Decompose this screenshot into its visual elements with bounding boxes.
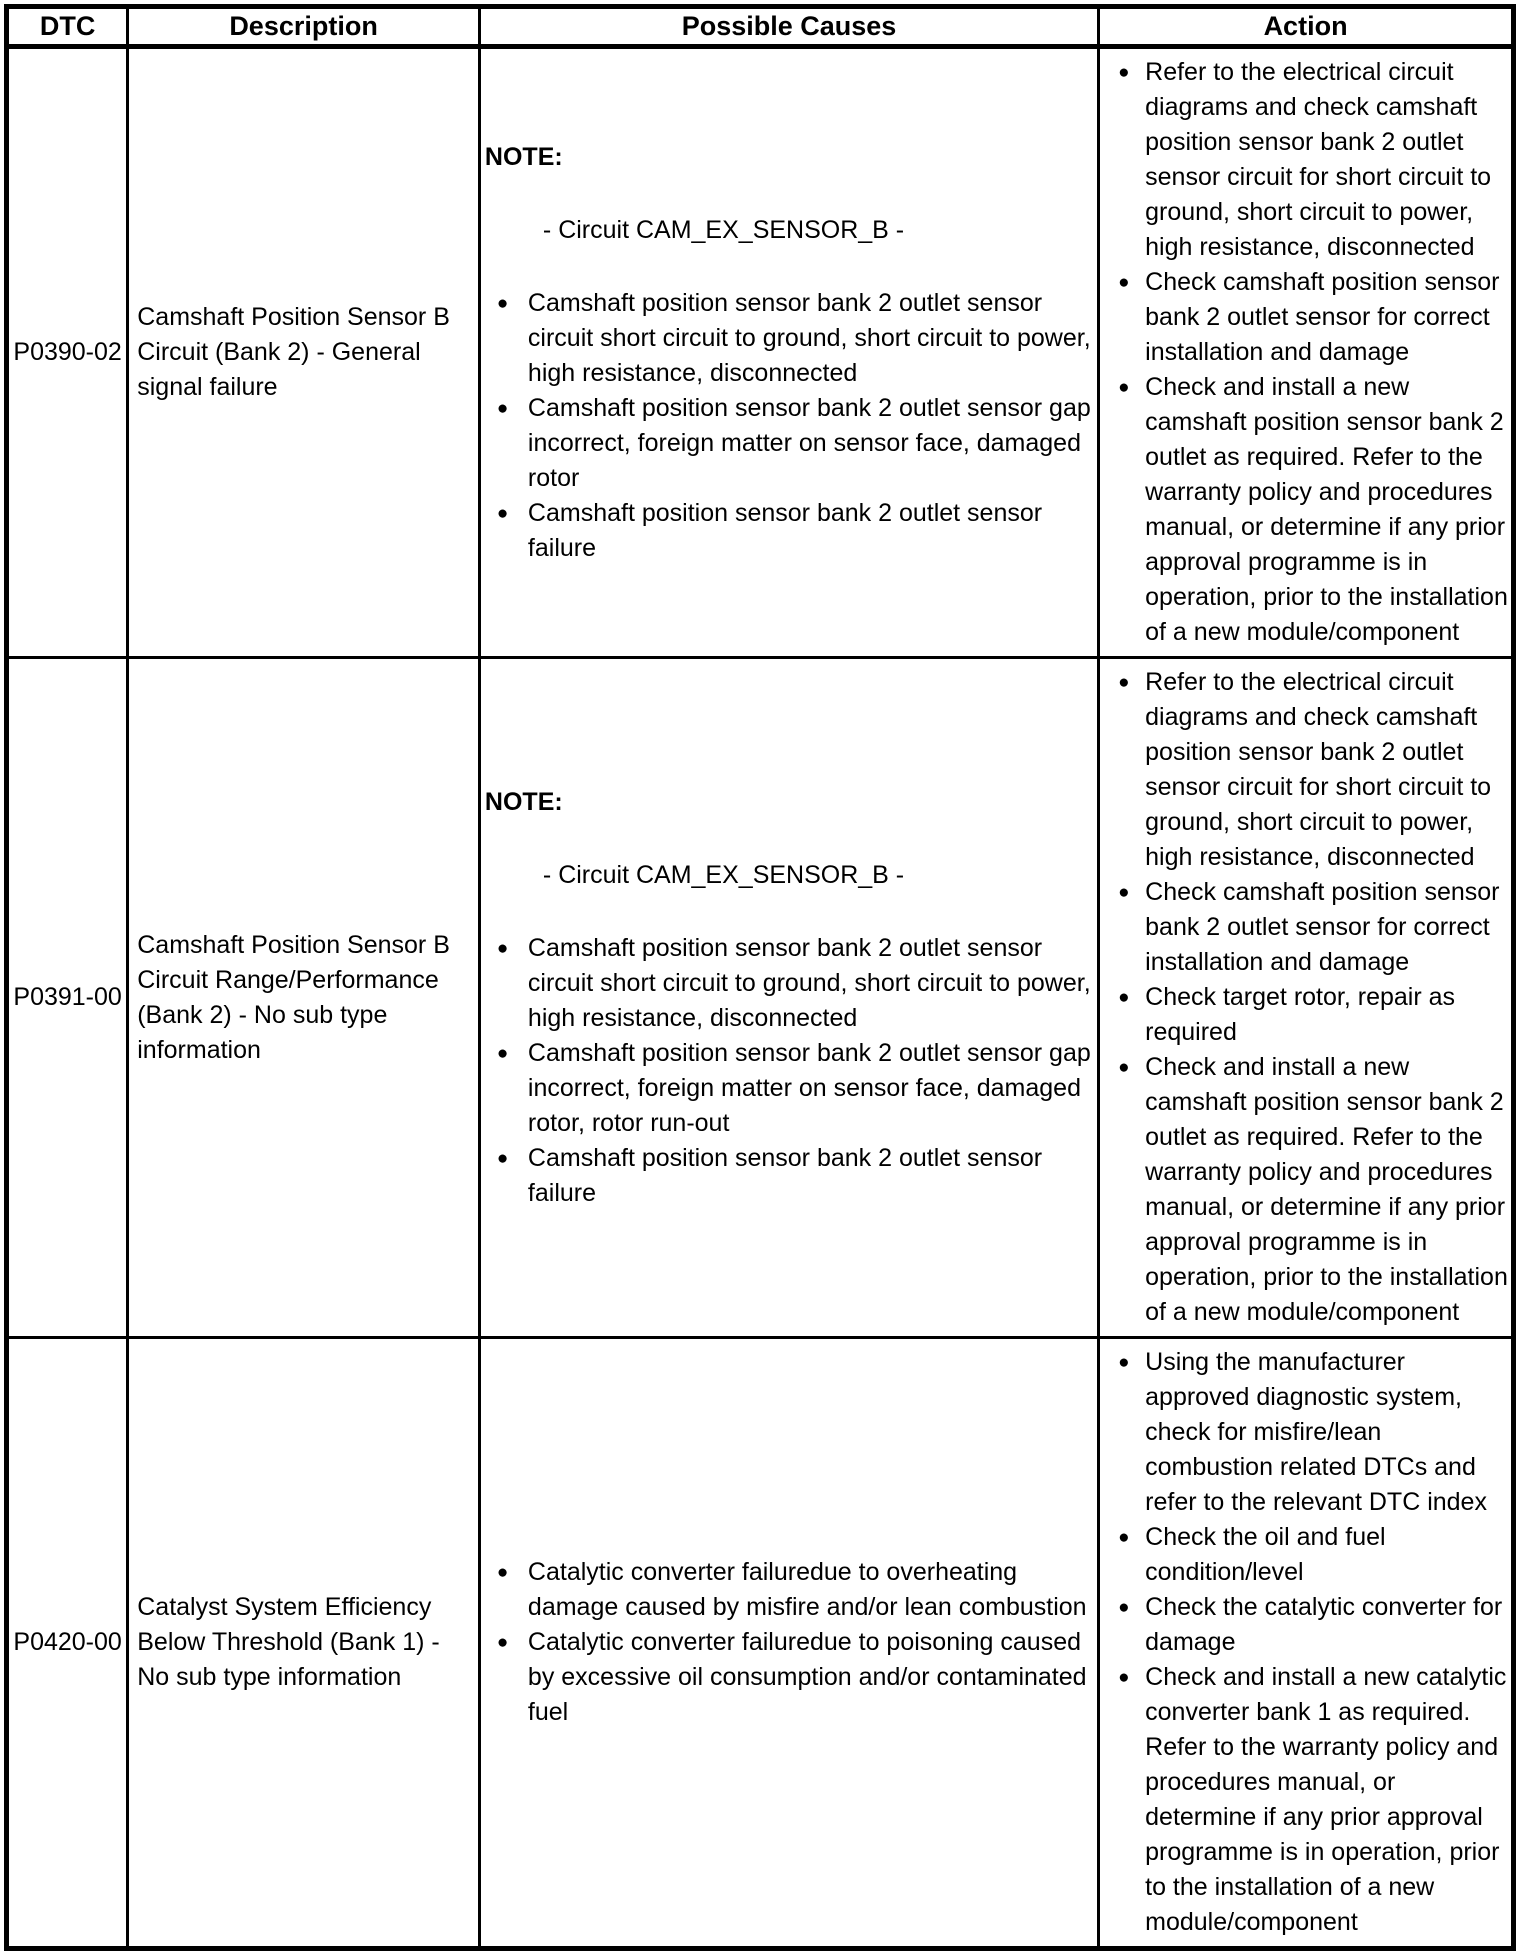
bullet-item: ● Check target rotor, repair as required (1100, 980, 1509, 1050)
bullet-item: ● Camshaft position sensor bank 2 outlet sensor circuit short circuit to ground, short circuit to power, high resistance, disconnected (481, 286, 1091, 391)
column-header-description: Description (128, 7, 480, 47)
header-row (7, 7, 1514, 47)
bullet-item: ● Check camshaft position sensor bank 2 outlet sensor for correct installation and damage (1100, 875, 1509, 980)
causes-bullet-list (481, 1555, 1091, 1730)
possible-causes-cell (479, 47, 1098, 658)
bullet-item: ● Check and install a new camshaft position sensor bank 2 outlet as required. Refer to the warranty policy and procedures manual, or determine if any prior approval programme is in operation, prior to the installation of a new module/component (1100, 1050, 1509, 1330)
dtc-code: P0391-00 (7, 658, 128, 1338)
table-row (7, 658, 1514, 1338)
column-header-possible-causes: Possible Causes (479, 7, 1098, 47)
bullet-item: ● Check the catalytic converter for damage (1100, 1590, 1509, 1660)
note-label: NOTE: (484, 142, 563, 171)
bullet-item: ● Check and install a new catalytic converter bank 1 as required. Refer to the warranty policy and procedures manual, or determine if any prior approval programme is in operation, prior to the installation of a new module/component (1100, 1660, 1509, 1940)
dtc-description: Catalyst System Efficiency Below Threshold (Bank 1) - No sub type information (128, 1338, 480, 1949)
actions-bullet-list (1100, 55, 1509, 650)
bullet-item: ● Catalytic converter failuredue to poisoning caused by excessive oil consumption and/or contaminated fuel (481, 1625, 1091, 1730)
dtc-code: P0420-00 (7, 1338, 128, 1949)
bullet-item: ● Check the oil and fuel condition/level (1100, 1520, 1509, 1590)
possible-causes-cell (479, 1338, 1098, 1949)
bullet-item: ● Camshaft position sensor bank 2 outlet sensor failure (481, 1141, 1091, 1211)
bullet-item: ● Using the manufacturer approved diagnostic system, check for misfire/lean combustion related DTCs and refer to the relevant DTC index (1100, 1345, 1509, 1520)
bullet-item: ● Camshaft position sensor bank 2 outlet sensor failure (481, 496, 1091, 566)
document-page (0, 4, 1520, 1936)
bullet-item: ● Check and install a new camshaft position sensor bank 2 outlet as required. Refer to the warranty policy and procedures manual, or determine if any prior approval programme is in operation, prior to the installation of a new module/component (1100, 370, 1509, 650)
dtc-description: Camshaft Position Sensor B Circuit (Bank 2) - General signal failure (128, 47, 480, 658)
bullet-item: ● Camshaft position sensor bank 2 outlet sensor gap incorrect, foreign matter on sensor face, damaged rotor (481, 391, 1091, 496)
dtc-index-table (4, 4, 1516, 1951)
dtc-description: Camshaft Position Sensor B Circuit Range/Performance (Bank 2) - No sub type information (128, 658, 480, 1338)
bullet-item: ● Camshaft position sensor bank 2 outlet sensor gap incorrect, foreign matter on sensor face, damaged rotor, rotor run-out (481, 1036, 1091, 1141)
note-label: NOTE: (484, 787, 563, 816)
action-cell (1099, 47, 1514, 658)
possible-causes-cell (479, 658, 1098, 1338)
actions-bullet-list (1100, 1345, 1509, 1940)
column-header-dtc: DTC (7, 7, 128, 47)
action-cell (1099, 658, 1514, 1338)
bullet-item: ● Refer to the electrical circuit diagrams and check camshaft position sensor bank 2 outlet sensor circuit for short circuit to ground, short circuit to power, high resistance, disconnected (1100, 665, 1509, 875)
column-header-action: Action (1099, 7, 1514, 47)
causes-bullet-list (481, 286, 1091, 566)
bullet-item: ● Refer to the electrical circuit diagrams and check camshaft position sensor bank 2 outlet sensor circuit for short circuit to ground, short circuit to power, high resistance, disconnected (1100, 55, 1509, 265)
bullet-item: ● Camshaft position sensor bank 2 outlet sensor circuit short circuit to ground, short circuit to power, high resistance, disconnected (481, 931, 1091, 1036)
table-row (7, 1338, 1514, 1949)
table-row (7, 47, 1514, 658)
dtc-code: P0390-02 (7, 47, 128, 658)
note-circuit-reference: - Circuit CAM_EX_SENSOR_B - (542, 215, 905, 244)
action-cell (1099, 1338, 1514, 1949)
note-circuit-reference: - Circuit CAM_EX_SENSOR_B - (542, 860, 905, 889)
bullet-item: ● Check camshaft position sensor bank 2 outlet sensor for correct installation and damage (1100, 265, 1509, 370)
actions-bullet-list (1100, 665, 1509, 1330)
bullet-item: ● Catalytic converter failuredue to overheating damage caused by misfire and/or lean combustion (481, 1555, 1091, 1625)
causes-bullet-list (481, 931, 1091, 1211)
